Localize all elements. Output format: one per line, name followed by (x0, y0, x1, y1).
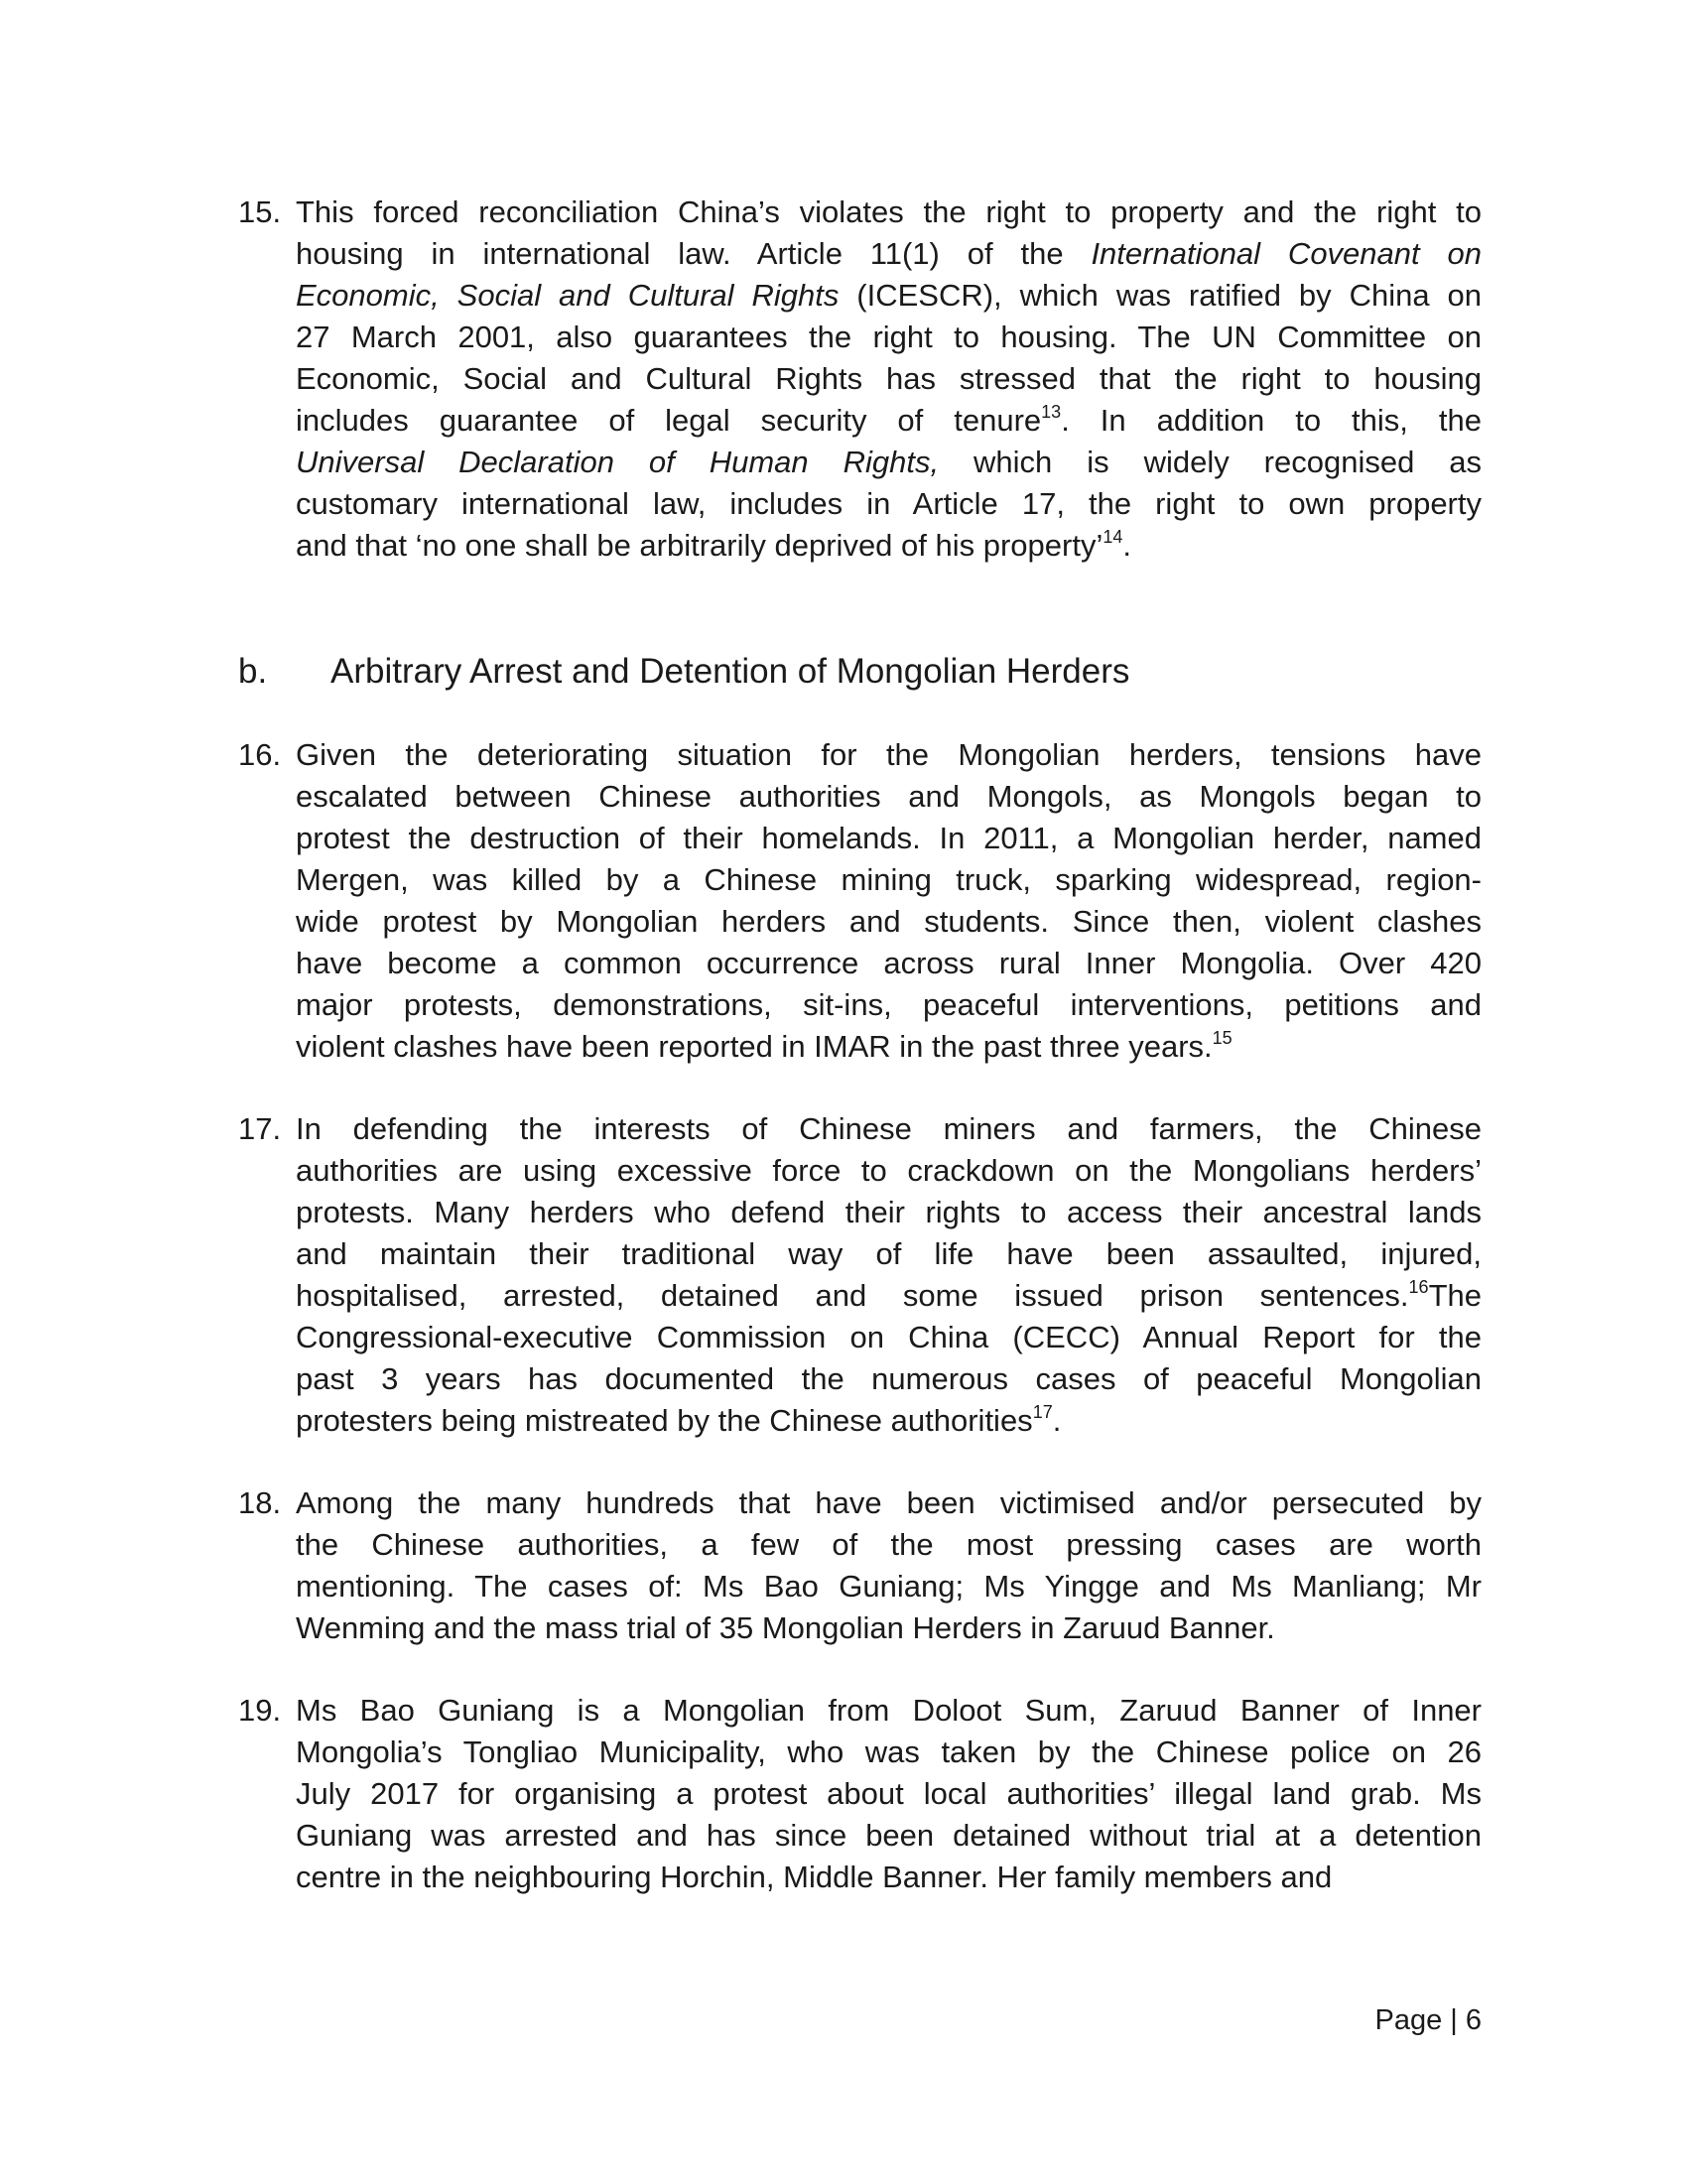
text-line (296, 901, 1482, 943)
text-run: Economic, Social and Cultural Rights has stressed that the right to housing (296, 361, 1482, 396)
text-line (296, 483, 1482, 525)
text-line (296, 400, 1482, 442)
paragraph-15 (238, 192, 1482, 567)
text-run: past 3 years has documented the numerous cases of peaceful Mongolian (296, 1361, 1482, 1396)
text-line (296, 1482, 1482, 1524)
text-run: Mongolia’s Tongliao Municipality, who was taken by the Chinese police on 26 (296, 1734, 1482, 1769)
text-line (296, 1358, 1482, 1400)
text-run: major protests, demonstrations, sit-ins, peaceful interventions, petitions and (296, 987, 1482, 1022)
text-run: housing in international law. Article 11(1) of the (296, 236, 1092, 271)
text-line (296, 192, 1482, 233)
paragraph-number: 17. (238, 1111, 282, 1146)
text-run: . (1122, 528, 1132, 563)
footnote-ref: 16 (1408, 1277, 1429, 1297)
text-run: Guniang was arrested and has since been detained without trial at a detention (296, 1818, 1482, 1853)
text-line (296, 1815, 1482, 1857)
text-line (296, 1732, 1482, 1773)
text-line (296, 859, 1482, 901)
footnote-ref: 13 (1041, 402, 1062, 422)
text-run: In defending the interests of Chinese miners and farmers, the Chinese (296, 1111, 1482, 1146)
text-line (296, 317, 1482, 358)
text-line (296, 818, 1482, 859)
text-run: which is widely recognised as (939, 445, 1482, 479)
text-line (296, 1192, 1482, 1233)
text-run: customary international law, includes in Article 17, the right to own property (296, 486, 1482, 521)
text-run: escalated between Chinese authorities and Mongols, as Mongols began to (296, 779, 1482, 814)
footnote-ref: 17 (1032, 1402, 1053, 1422)
text-run: includes guarantee of legal security of tenure (296, 403, 1042, 438)
text-line (296, 1400, 1482, 1442)
text-run: wide protest by Mongolian herders and students. Since then, violent clashes (296, 904, 1482, 939)
text-run: authorities are using excessive force to crackdown on the Mongolians herders’ (296, 1153, 1482, 1188)
paragraph-18 (238, 1482, 1482, 1649)
italic-title: International Covenant on (1091, 236, 1482, 271)
text-run: mentioning. The cases of: Ms Bao Guniang; Ms Yingge and Ms Manliang; Mr (296, 1569, 1482, 1604)
section-title: Arbitrary Arrest and Detention of Mongolian Herders (330, 652, 1130, 691)
italic-title: Economic, Social and Cultural Rights (296, 278, 840, 313)
text-line (296, 1026, 1482, 1068)
text-run: July 2017 for organising a protest about local authorities’ illegal land grab. Ms (296, 1776, 1482, 1811)
text-run: Given the deteriorating situation for the Mongolian herders, tensions have (296, 737, 1482, 772)
text-run: . (1052, 1403, 1062, 1438)
paragraph-17 (238, 1108, 1482, 1442)
text-line (296, 1233, 1482, 1275)
footnote-ref: 14 (1103, 527, 1123, 547)
text-run: 27 March 2001, also guarantees the right to housing. The UN Committee on (296, 320, 1482, 354)
text-line (296, 1150, 1482, 1192)
text-line (296, 1690, 1482, 1732)
text-line (296, 734, 1482, 776)
text-line (296, 1566, 1482, 1607)
text-line (296, 1524, 1482, 1566)
text-run: . In addition to this, the (1061, 403, 1482, 438)
text-run: Congressional-executive Commission on China (CECC) Annual Report for the (296, 1320, 1482, 1354)
text-line (296, 1607, 1482, 1649)
text-line (296, 1857, 1482, 1898)
text-run: violent clashes have been reported in IMAR in the past three years. (296, 1029, 1213, 1064)
text-run: Wenming and the mass trial of 35 Mongolian Herders in Zaruud Banner. (296, 1610, 1275, 1645)
footnote-ref: 15 (1212, 1028, 1233, 1048)
page-number: Page | 6 (1374, 2004, 1482, 2036)
section-letter: b. (238, 652, 268, 691)
text-run: The (1428, 1278, 1482, 1313)
text-line (296, 1275, 1482, 1317)
text-run: and maintain their traditional way of life have been assaulted, injured, (296, 1236, 1482, 1271)
text-run: Among the many hundreds that have been victimised and/or persecuted by (296, 1485, 1482, 1520)
text-run: (ICESCR), which was ratified by China on (839, 278, 1482, 313)
italic-title: Universal Declaration of Human Rights, (296, 445, 940, 479)
text-run: Mergen, was killed by a Chinese mining truck, sparking widespread, region- (296, 862, 1482, 897)
paragraph-number: 16. (238, 737, 282, 772)
text-run: hospitalised, arrested, detained and some issued prison sentences. (296, 1278, 1409, 1313)
text-line (296, 275, 1482, 317)
text-run: have become a common occurrence across rural Inner Mongolia. Over 420 (296, 946, 1482, 980)
text-run: protests. Many herders who defend their rights to access their ancestral lands (296, 1195, 1482, 1229)
text-line (296, 358, 1482, 400)
paragraph-number: 19. (238, 1693, 282, 1728)
text-line (296, 442, 1482, 483)
text-run: Ms Bao Guniang is a Mongolian from Doloot Sum, Zaruud Banner of Inner (296, 1693, 1482, 1728)
text-run: protesters being mistreated by the Chinese authorities (296, 1403, 1033, 1438)
text-line (296, 1773, 1482, 1815)
paragraph-number: 18. (238, 1485, 282, 1520)
text-run: the Chinese authorities, a few of the most pressing cases are worth (296, 1527, 1482, 1562)
text-run: and that ‘no one shall be arbitrarily deprived of his property’ (296, 528, 1104, 563)
text-run: This forced reconciliation China’s violates the right to property and the right to (296, 194, 1482, 229)
text-line (296, 1108, 1482, 1150)
paragraph-19 (238, 1690, 1482, 1898)
text-run: protest the destruction of their homelands. In 2011, a Mongolian herder, named (296, 821, 1482, 855)
text-run: centre in the neighbouring Horchin, Middle Banner. Her family members and (296, 1860, 1333, 1894)
text-line (296, 943, 1482, 984)
paragraph-number: 15. (238, 194, 282, 229)
text-line (296, 776, 1482, 818)
text-line (296, 1317, 1482, 1358)
text-line (296, 984, 1482, 1026)
text-line (296, 233, 1482, 275)
paragraph-16 (238, 734, 1482, 1068)
text-line (296, 525, 1482, 567)
